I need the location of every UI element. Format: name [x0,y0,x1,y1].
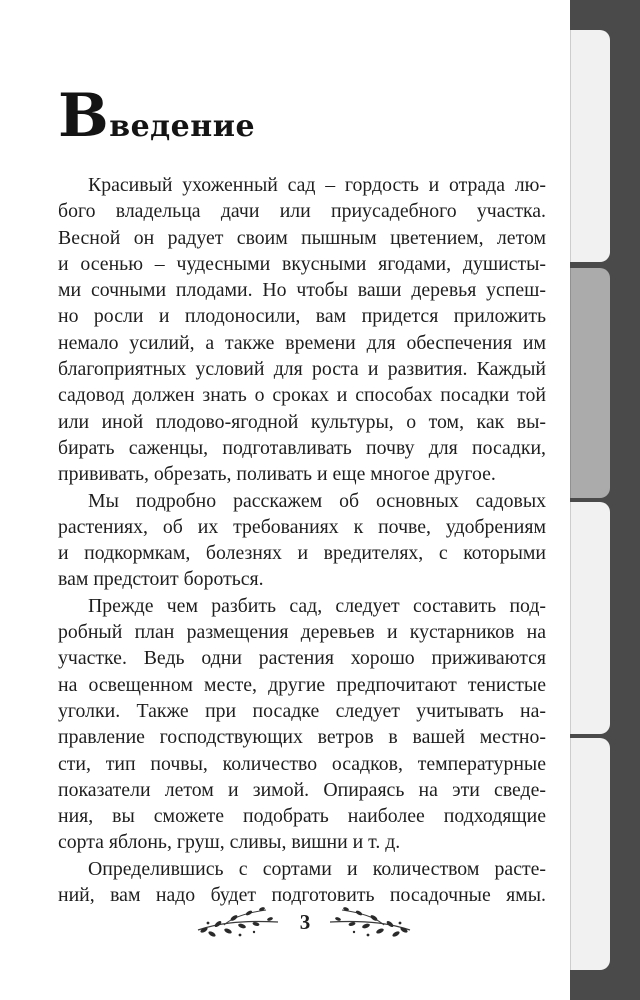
thumb-index-tab-2 [570,268,610,498]
text-line: или иной плодово-ягодной культуры, о том, как вы- [58,410,546,433]
text-line: но росли и плодоносили, вам придется приложить [58,305,546,328]
text-line: Мы подробно расскажем об основных садовых [88,489,546,512]
page-footer [190,900,420,950]
page-number: 3 [299,910,311,934]
text-line: ний, вам надо будет подготовить посадочные ямы. [58,884,546,907]
text-line: бого владельца дачи или приусадебного участка. [58,200,546,223]
text-line: бирать саженцы, подготавливать почву для посадки, [58,436,546,459]
thumb-index-tab-3 [570,502,610,734]
text-line: сорта яблонь, груш, сливы, вишни и т. д. [58,831,401,854]
text-line: и осенью – чудесными вкусными ягодами, душисты- [58,252,546,275]
text-line: Определившись с сортами и количеством расте- [88,857,546,880]
text-line: немало усилий, а также времени для обеспечения им [58,331,546,354]
text-line: Весной он радует своим пышным цветением, летом [58,226,546,249]
paragraph [58,593,546,856]
text-line: правление господствующих ветров в вашей местно- [58,726,546,749]
thumb-index-tab-1 [570,30,610,262]
chapter-title-rest: ведение [109,109,256,144]
text-line: сти, тип почвы, количество осадков, температурные [58,752,546,775]
text-line: робный план размещения деревьев и кустарников на [58,621,546,644]
text-line: ми сочными плодами. Но чтобы ваши деревья успеш- [58,279,546,302]
text-line: Прежде чем разбить сад, следует составить под- [88,594,546,617]
paragraph [58,488,546,593]
text-line: Красивый ухоженный сад – гордость и отрада лю- [88,174,546,196]
text-line: садовод должен знать о сроках и способах посадки той [58,384,546,407]
text-line: растениях, об их требованиях к почве, удобрениям [58,515,546,538]
text-line: вам предстоит бороться. [58,568,264,591]
text-line: участке. Ведь одни растения хорошо приживаются [58,647,546,670]
leafy-sprig-icon [326,904,414,944]
leafy-sprig-icon [194,904,282,944]
text-line: и подкормкам, болезнях и вредителях, с которыми [58,542,546,565]
text-line: показатели летом и зимой. Опираясь на эти сведе- [58,778,546,801]
text-line: уголки. Также при посадке следует учитывать на- [58,699,546,722]
chapter-title-initial: В [58,81,110,151]
chapter-title [58,81,256,151]
text-line: благоприятных условий для роста и развития. Каждый [58,358,546,381]
body-text [58,172,546,908]
paragraph [58,172,546,488]
text-line: прививать, обрезать, поливать и еще многое другое. [58,463,496,486]
text-line: на освещенном месте, другие предпочитают тенистые [58,673,546,696]
text-line: ния, вы сможете подобрать наиболее подходящие [58,805,546,828]
thumb-index-tab-4 [570,738,610,970]
